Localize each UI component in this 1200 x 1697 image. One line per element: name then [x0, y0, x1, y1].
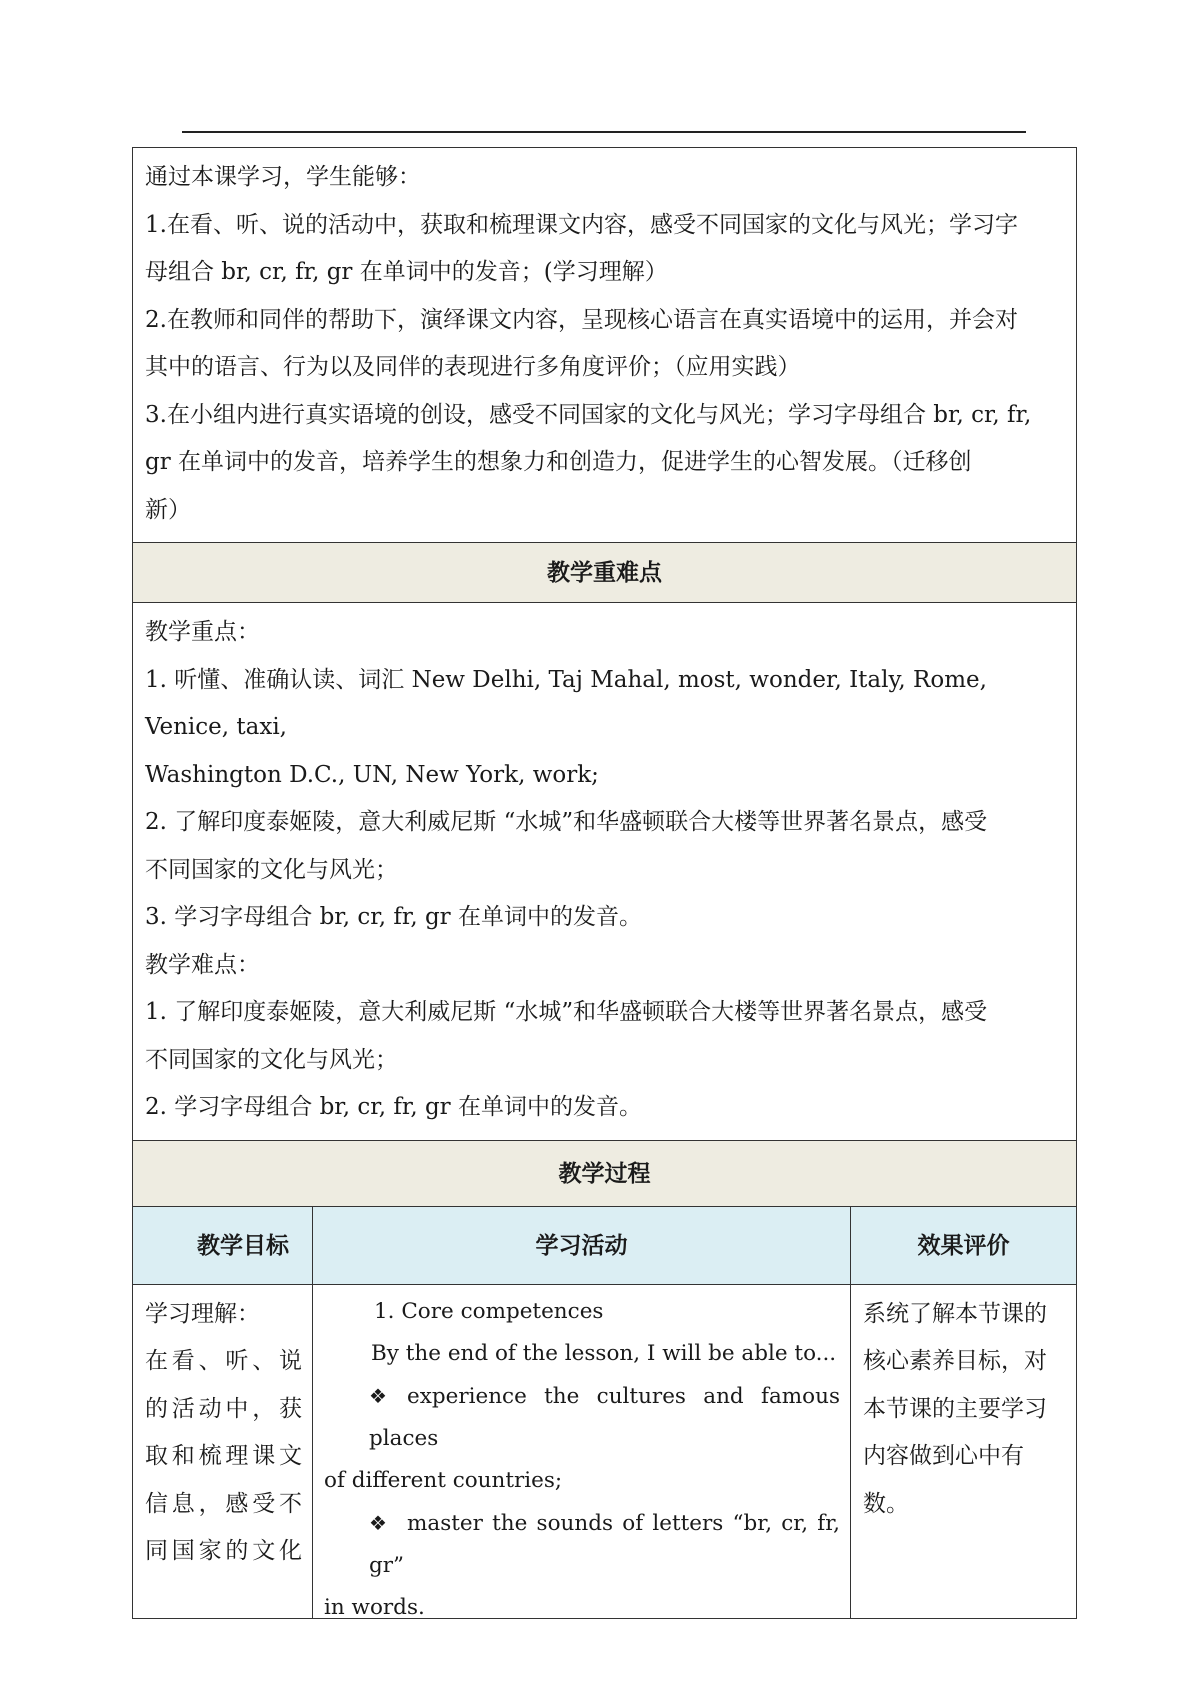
lesson-plan-table: [132, 147, 1077, 1619]
focus-line: 2. 了解印度泰姬陵，意大利威尼斯 “水城”和华盛顿联合大楼等世界著名景点，感受: [145, 809, 988, 835]
goal-line: 同国家的文化: [145, 1538, 302, 1564]
focus-line: 2. 学习字母组合 br, cr, fr, gr 在单词中的发音。: [145, 1094, 642, 1120]
activity-heading: 1. Core competences: [374, 1298, 604, 1324]
objectives-line: 1.在看、听、说的活动中，获取和梳理课文内容，感受不同国家的文化与风光；学习字: [145, 211, 1018, 238]
focus-section-title: 教学重难点: [133, 543, 1076, 603]
column-header-evaluation: 效果评价: [917, 1232, 1010, 1259]
goal-line: 取和梳理课文: [145, 1443, 302, 1469]
focus-line: 1. 听懂、准确认读、词汇 New Delhi, Taj Mahal, most, wonder, Italy, Rome, Venice, taxi,: [145, 666, 987, 740]
diamond-bullet-icon: ❖: [369, 1510, 387, 1535]
evaluation-cell: [851, 1285, 1076, 1618]
focus-line: 不同国家的文化与风光；: [145, 1046, 398, 1073]
bullet-continuation: in words.: [324, 1594, 425, 1620]
column-header-goal: 教学目标: [133, 1207, 313, 1284]
objectives-line: gr 在单词中的发音，培养学生的想象力和创造力，促进学生的心智发展。（迁移创: [145, 449, 972, 475]
bullet-text: experience the cultures and famous places: [369, 1383, 840, 1451]
activity-bullet: [324, 1375, 840, 1460]
goal-cell: [133, 1285, 313, 1618]
objectives-line: 新）: [145, 496, 191, 523]
focus-cell: [133, 603, 1076, 1141]
focus-line: 教学重点：: [145, 619, 260, 645]
evaluation-line: 系统了解本节课的: [863, 1300, 1047, 1327]
focus-line: 不同国家的文化与风光；: [145, 856, 398, 883]
process-row: [133, 1285, 1076, 1618]
focus-line: 3. 学习字母组合 br, cr, fr, gr 在单词中的发音。: [145, 904, 642, 930]
activity-bullet: [324, 1502, 840, 1587]
goal-line: 学习理解：: [145, 1300, 260, 1327]
evaluation-line: 本节课的主要学习: [863, 1395, 1047, 1422]
focus-line: 1. 了解印度泰姬陵，意大利威尼斯 “水城”和华盛顿联合大楼等世界著名景点，感受: [145, 999, 988, 1025]
process-column-header: [133, 1207, 1076, 1285]
goal-line: 在看、听、说: [145, 1348, 302, 1374]
activity-cell: [313, 1285, 851, 1618]
objectives-cell: [133, 148, 1076, 543]
diamond-bullet-icon: ❖: [369, 1383, 387, 1408]
goal-line: 信息，感受不: [145, 1490, 302, 1517]
objectives-line: 3.在小组内进行真实语境的创设，感受不同国家的文化与风光；学习字母组合 br, cr, fr,: [145, 401, 1032, 428]
focus-line: Washington D.C., UN, New York, work;: [145, 761, 599, 788]
goal-line: 的活动中，获: [145, 1395, 302, 1422]
header-rule: [182, 131, 1026, 133]
process-section-title: 教学过程: [133, 1141, 1076, 1207]
focus-line: 教学难点：: [145, 951, 260, 978]
activity-intro: By the end of the lesson, I will be able to...: [371, 1340, 837, 1366]
objectives-line: 通过本课学习，学生能够：: [145, 164, 421, 190]
evaluation-line: 内容做到心中有: [863, 1443, 1024, 1469]
bullet-continuation: of different countries;: [324, 1467, 563, 1493]
evaluation-line: 核心素养目标，对: [863, 1348, 1047, 1374]
evaluation-line: 数。: [863, 1490, 909, 1517]
column-header-activity: 学习活动: [313, 1207, 851, 1284]
objectives-line: 其中的语言、行为以及同伴的表现进行多角度评价；（应用实践）: [145, 354, 801, 380]
bullet-text: master the sounds of letters “br, cr, fr, gr”: [369, 1510, 840, 1578]
objectives-line: 母组合 br, cr, fr, gr 在单词中的发音；(学习理解）: [145, 259, 668, 285]
objectives-line: 2.在教师和同伴的帮助下，演绎课文内容，呈现核心语言在真实语境中的运用，并会对: [145, 306, 1018, 333]
